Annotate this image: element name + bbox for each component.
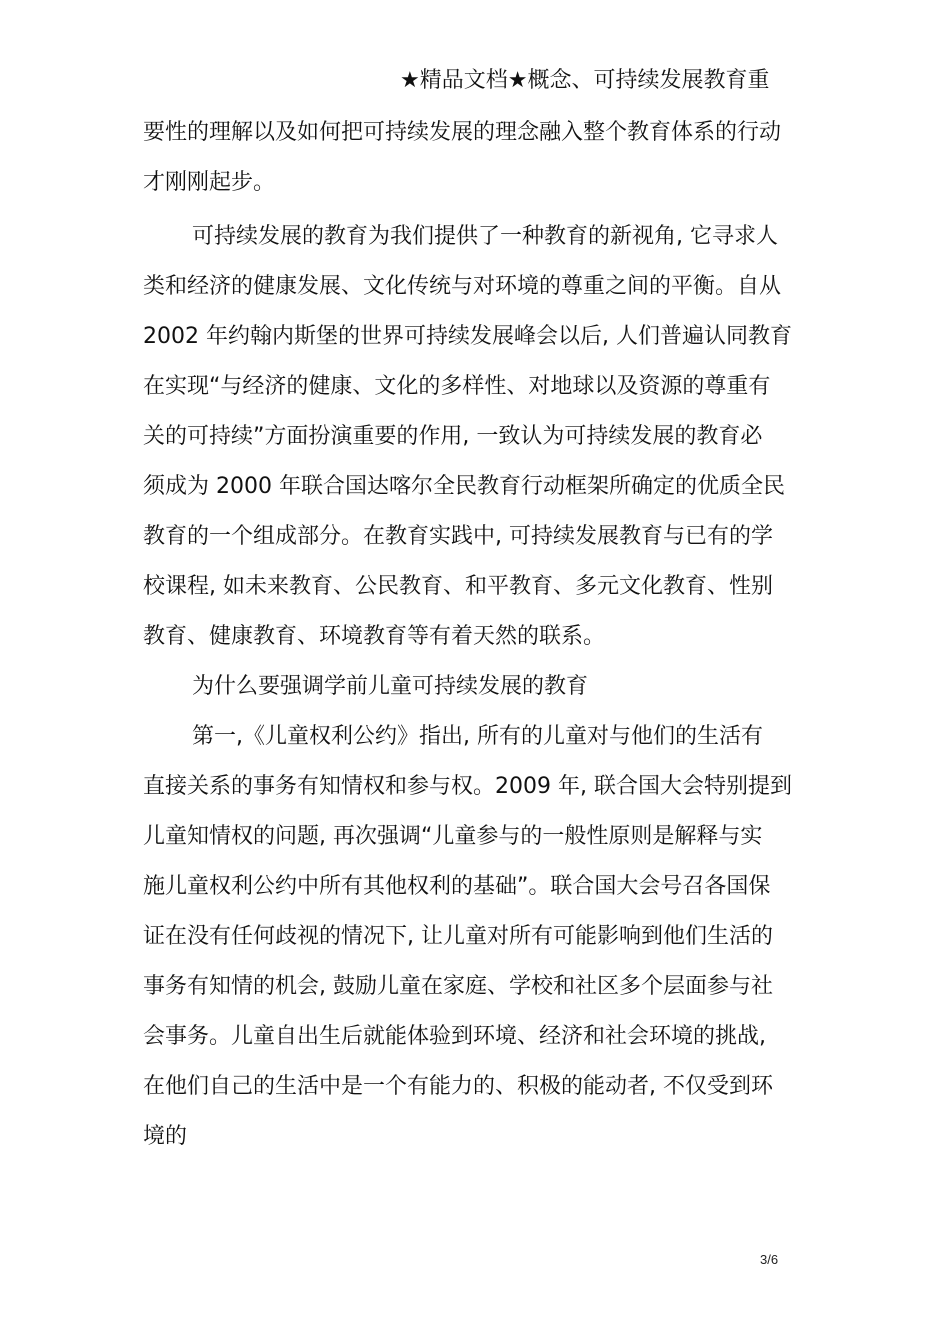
section-heading: 为什么要强调学前儿童可持续发展的教育 bbox=[192, 674, 589, 699]
header-line: ★精品文档★概念、可持续发展教育重 bbox=[400, 68, 770, 93]
text-line: 才刚刚起步。 bbox=[143, 170, 276, 195]
text-line: 类和经济的健康发展、文化传统与对环境的尊重之间的平衡。自从 bbox=[143, 274, 782, 299]
text-line: 可持续发展的教育为我们提供了一种教育的新视角, 它寻求人 bbox=[192, 224, 778, 249]
text-line: 教育的一个组成部分。在教育实践中, 可持续发展教育与已有的学 bbox=[143, 524, 773, 549]
text-line: 要性的理解以及如何把可持续发展的理念融入整个教育体系的行动 bbox=[143, 120, 782, 145]
text-line: 儿童知情权的问题, 再次强调“儿童参与的一般性原则是解释与实 bbox=[143, 824, 763, 849]
text-line: 在他们自己的生活中是一个有能力的、积极的能动者, 不仅受到环 bbox=[143, 1074, 773, 1099]
text-line: 2002 年约翰内斯堡的世界可持续发展峰会以后, 人们普遍认同教育 bbox=[143, 324, 792, 349]
text-line: 事务有知情的机会, 鼓励儿童在家庭、学校和社区多个层面参与社 bbox=[143, 974, 773, 999]
text-line: 直接关系的事务有知情权和参与权。2009 年, 联合国大会特别提到 bbox=[143, 774, 792, 799]
text-line: 第一,《儿童权利公约》指出, 所有的儿童对与他们的生活有 bbox=[192, 724, 763, 749]
page-number: 3/6 bbox=[760, 1252, 779, 1267]
text-line: 须成为 2000 年联合国达喀尔全民教育行动框架所确定的优质全民 bbox=[143, 474, 785, 499]
text-line: 校课程, 如未来教育、公民教育、和平教育、多元文化教育、性别 bbox=[143, 574, 773, 599]
text-line: 境的 bbox=[143, 1124, 188, 1149]
text-line: 证在没有任何歧视的情况下, 让儿童对所有可能影响到他们生活的 bbox=[143, 924, 773, 949]
text-line: 施儿童权利公约中所有其他权利的基础”。联合国大会号召各国保 bbox=[143, 874, 771, 899]
text-line: 教育、健康教育、环境教育等有着天然的联系。 bbox=[143, 624, 606, 649]
text-line: 会事务。儿童自出生后就能体验到环境、经济和社会环境的挑战, bbox=[143, 1024, 766, 1049]
text-line: 在实现“与经济的健康、文化的多样性、对地球以及资源的尊重有 bbox=[143, 374, 771, 399]
text-line: 关的可持续”方面扮演重要的作用, 一致认为可持续发展的教育必 bbox=[143, 424, 763, 449]
